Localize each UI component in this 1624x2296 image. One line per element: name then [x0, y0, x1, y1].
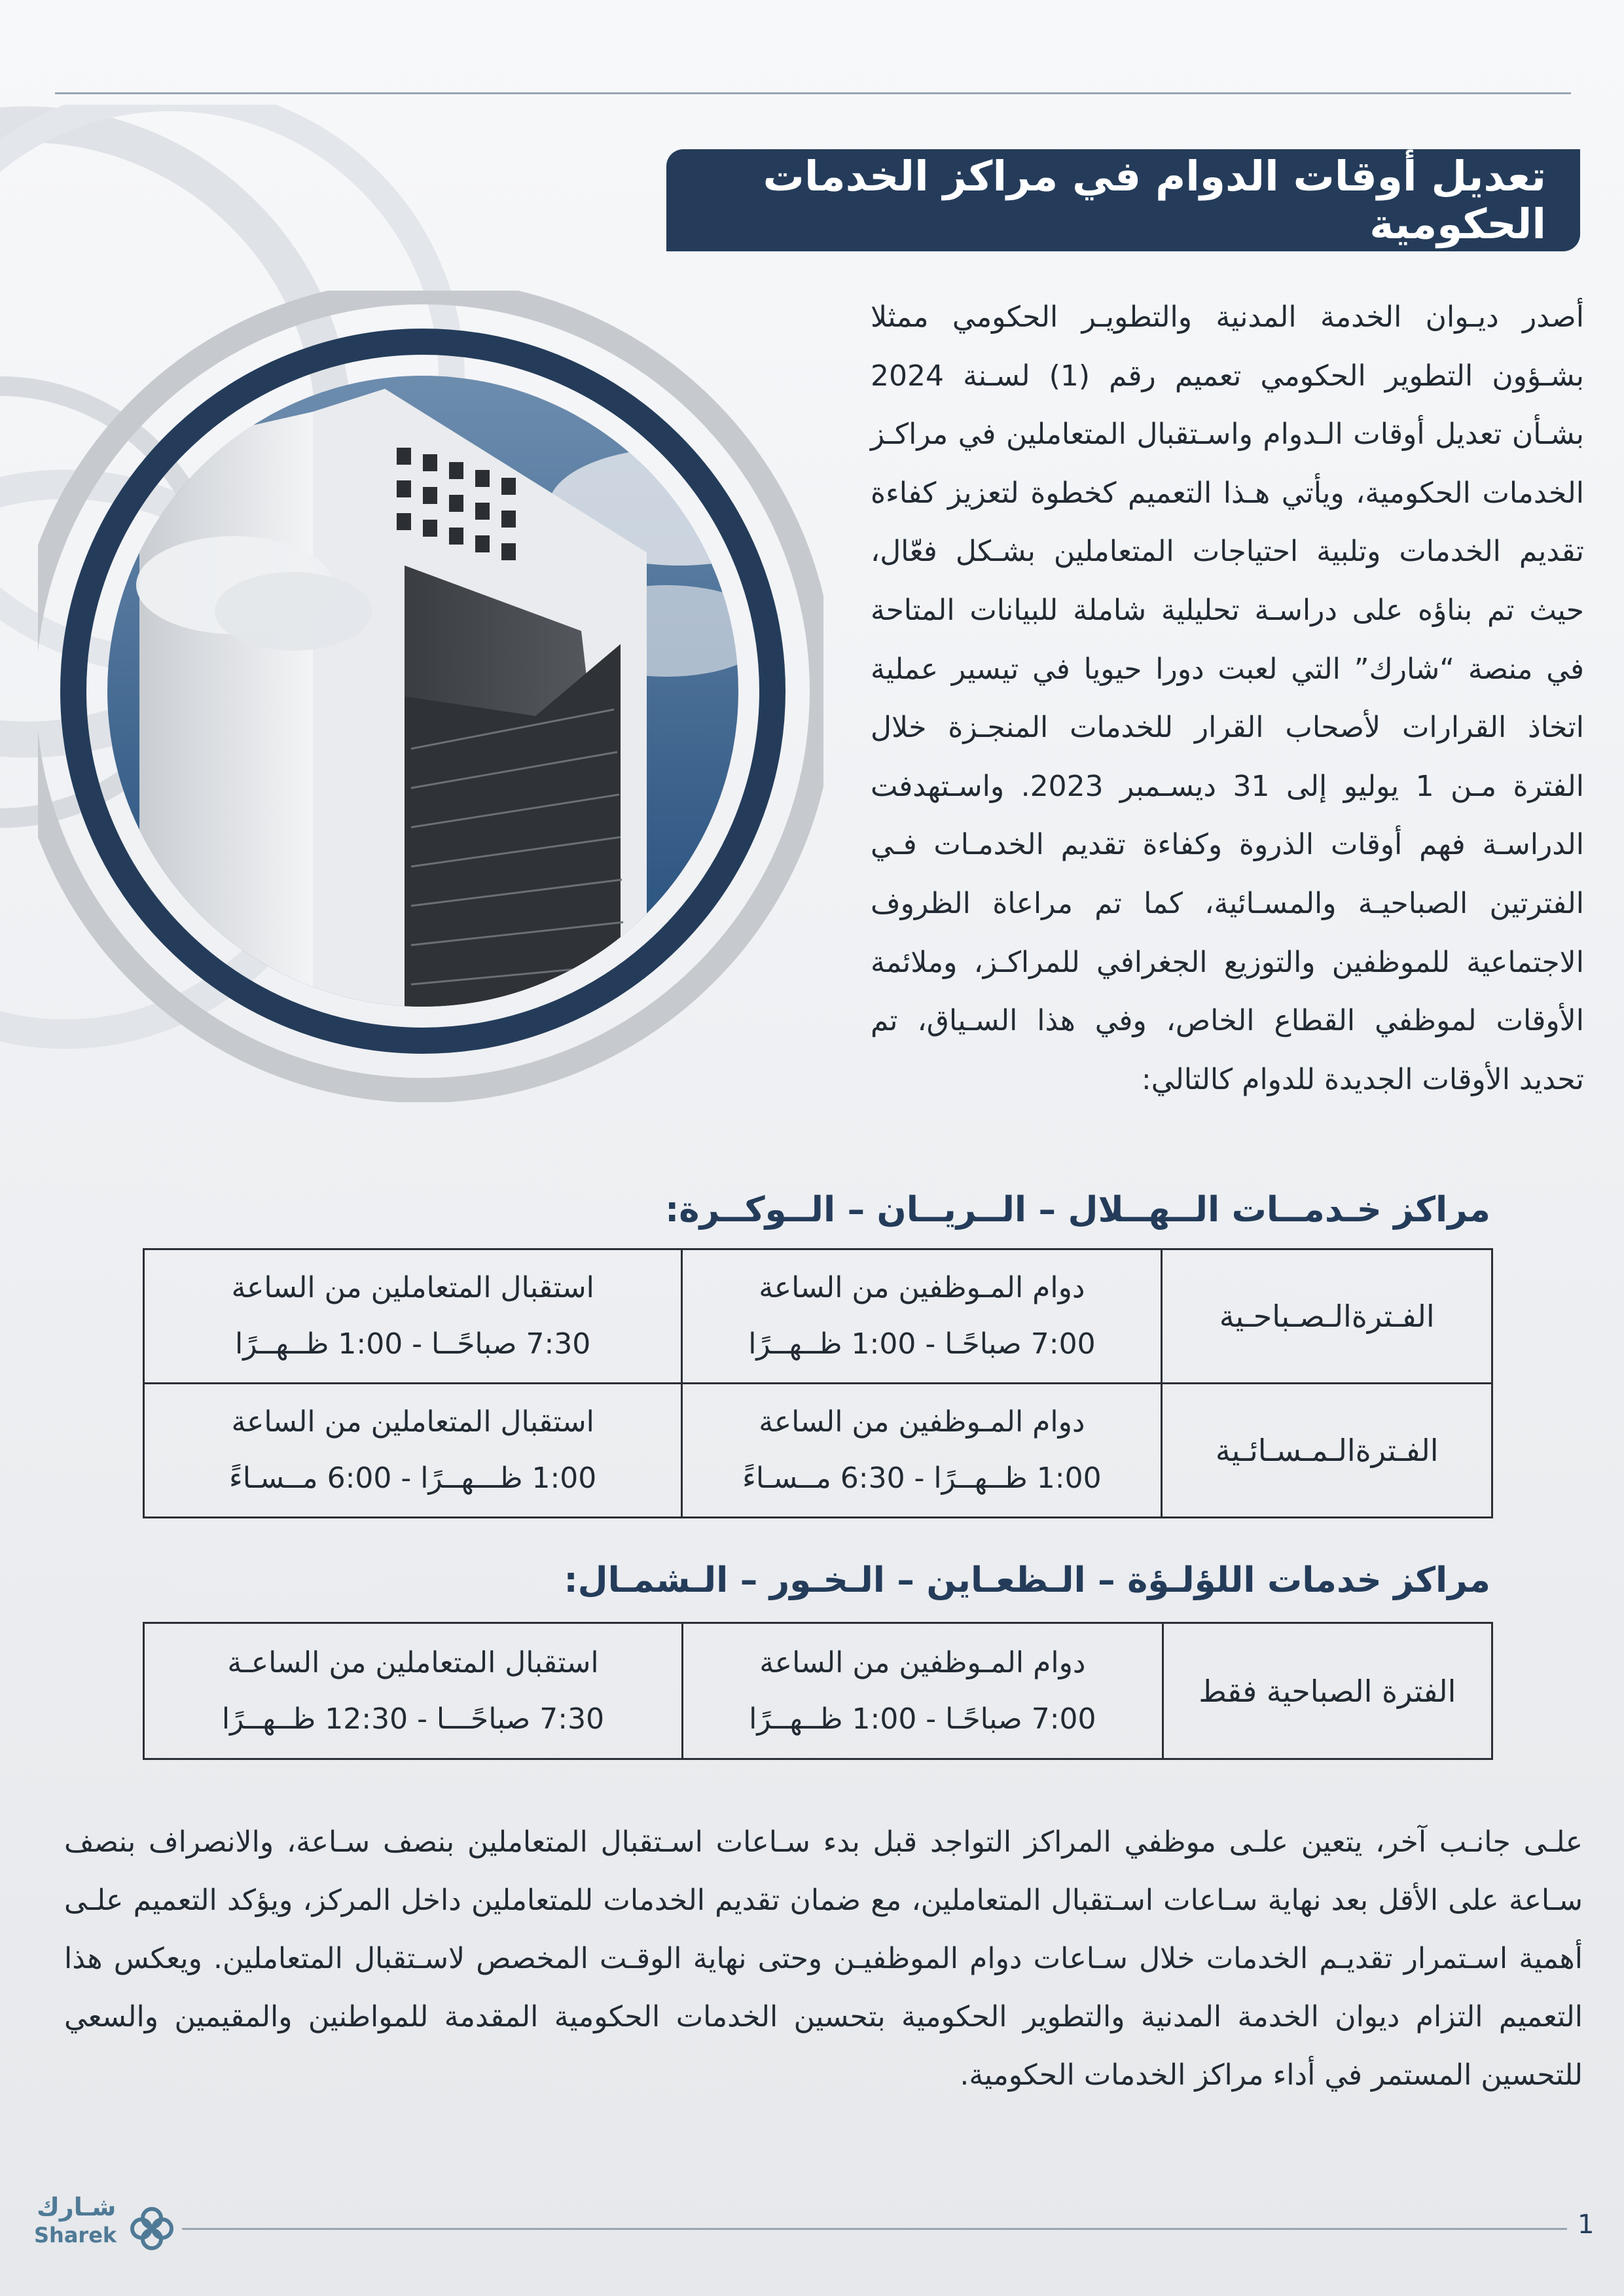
page-title: تعديل أوقات الدوام في مراكز الخدمات الحكومية — [666, 149, 1580, 251]
staff-hours-label: دوام المـوظفين من الساعة — [759, 1405, 1085, 1439]
logo-text-en: Sharek — [34, 2223, 117, 2248]
customer-hours-time: 7:30 صباحًـــا - 12:30 ظــهــرًا — [221, 1702, 605, 1736]
customer-hours-label: استقبال المتعاملين من الساعة — [231, 1271, 594, 1304]
staff-hours-time: 1:00 ظــهــرًا - 6:30 مــسـاءً — [742, 1462, 1102, 1495]
section-heading-2: مراكز خدمات اللؤلـؤة – الـظعـاين – الـخـور – الـشمـال: — [564, 1560, 1490, 1600]
staff-hours-cell — [682, 1623, 1163, 1759]
closing-paragraph: علـى جانـب آخر، يتعين علـى موظفي المراكز التواجد قبل بدء سـاعات اسـتقبال المتعاملين بنصف سـاعة، والانصراف بنصف سـاعة على الأقل بعد نهاية سـاعات اسـتقبال المتعاملين، مع ضمان تقديم الخدمات للمتعاملين داخل المركز، ويؤكد التعميم علـى أهمية اسـتمرار تقديـم الخدمات خلال سـاعات دوام الموظفيـن وحتى نهاية الوقـت المخصص لاسـتقبال المتعاملين. ويعكس هذا التعميم التزام ديوان الخدمة المدنية والتطوير الحكومية بتحسين الخدمات الحكومية المقدمة للمواطنين والمقيمين والسعي للتحسين المستمر في أداء مراكز الخدمات الحكومية. — [64, 1825, 1583, 2092]
staff-hours-cell — [682, 1384, 1162, 1518]
customer-hours-cell — [144, 1623, 683, 1759]
schedule-table-1 — [143, 1248, 1493, 1518]
staff-hours-label: دوام المـوظفين من الساعة — [759, 1271, 1085, 1304]
top-divider — [55, 92, 1571, 94]
staff-hours-cell — [682, 1249, 1162, 1384]
table-row — [144, 1249, 1492, 1384]
schedule-table-2 — [143, 1622, 1493, 1760]
period-cell: الفـترةالـصـباحـية — [1162, 1249, 1492, 1384]
table-row — [144, 1623, 1492, 1759]
customer-hours-label: استقبال المتعاملين من الساعة — [231, 1405, 594, 1439]
section-heading-1: مراكز خـدمــات الــهــلال – الــريــان – الــوكــرة: — [665, 1190, 1490, 1230]
staff-hours-label: دوام المـوظفين من الساعة — [759, 1645, 1086, 1679]
customer-hours-cell — [144, 1249, 682, 1384]
intro-paragraph: أصدر ديـوان الخدمة المدنية والتطويـر الحكومي ممثلا بشـؤون التطوير الحكومي تعميم رقم (1) لسـنة 2024 بشـأن تعديل أوقات الـدوام واسـتقبال المتعاملين في مراكـز الخدمات الحكومية، ويأتي هـذا التعميم كخطوة لتعزيز كفاءة تقديم الخدمات وتلبية احتياجات المتعاملين بشـكل فعّال، حيث تم بناؤه على دراسـة تحليلية شاملة للبيانات المتاحة في منصة “شارك” التي لعبت دورا حيويا في تيسير عملية اتخاذ القرارات لأصحاب القرار للخدمات المنجـزة خلال الفترة مـن 1 يوليو إلى 31 ديسـمبر 2023. واسـتهدفت الدراسـة فهم أوقات الذروة وكفاءة تقديم الخدمـات فـي الفترتين الصباحيـة والمسـائية، كما تم مراعاة الظروف الاجتماعية للموظفين والتوزيع الجغرافي للمراكـز، وملائمة الأوقات لموظفي القطاع الخاص، وفي هذا السـياق، تم تحديد الأوقات الجديدة للدوام كالتالي: — [871, 300, 1585, 1096]
customer-hours-cell — [144, 1384, 682, 1518]
period-cell: الفترة الصباحية فقط — [1163, 1623, 1492, 1759]
staff-hours-time: 7:00 صباحًـا - 1:00 ظــهــرًا — [748, 1327, 1096, 1361]
customer-hours-time: 1:00 ظـــهــرًا - 6:00 مــسـاءً — [229, 1462, 597, 1495]
building-photo — [38, 291, 823, 1102]
customer-hours-time: 7:30 صباحًــا - 1:00 ظــهــرًا — [235, 1327, 591, 1361]
page-number: 1 — [1578, 2210, 1595, 2240]
customer-hours-label: استقبال المتعاملين من الساعـة — [227, 1645, 599, 1679]
table-row — [144, 1384, 1492, 1518]
staff-hours-time: 7:00 صباحًـا - 1:00 ظــهــرًا — [749, 1702, 1096, 1736]
logo-text-ar: شـارك — [37, 2193, 117, 2221]
period-cell: الفـترةالـمـسـائـية — [1162, 1384, 1492, 1518]
footer-divider — [182, 2228, 1567, 2230]
